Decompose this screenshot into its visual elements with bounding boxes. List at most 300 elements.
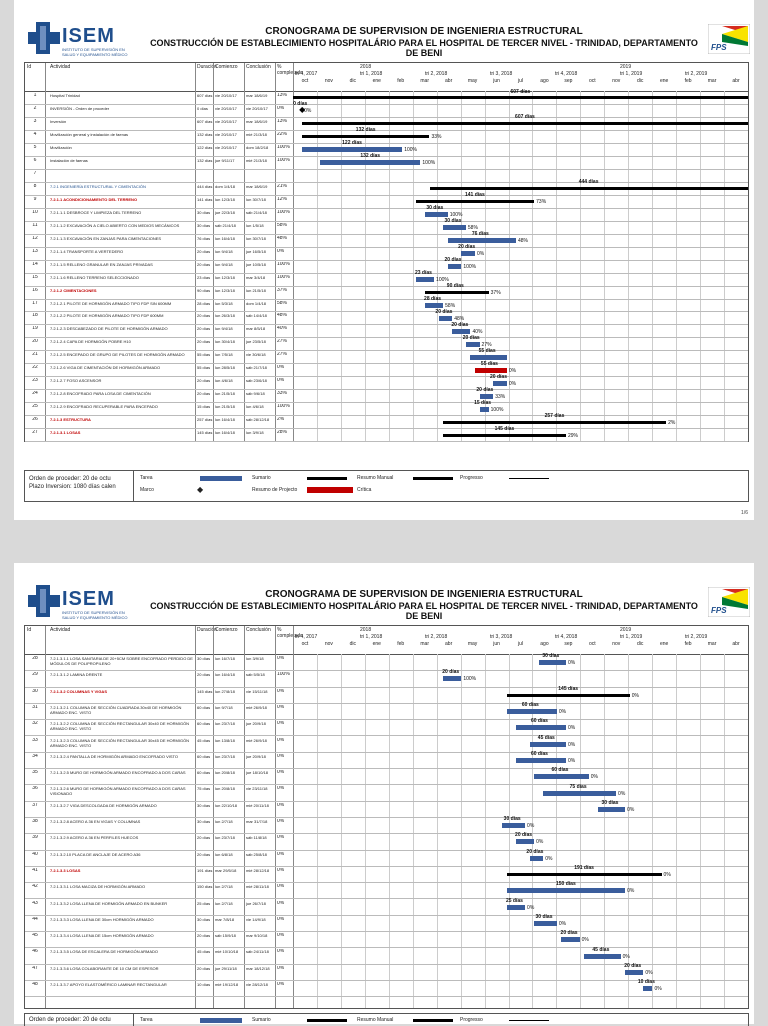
bolivia-flag-icon — [708, 587, 750, 617]
task-start: mié 19/12/18 — [215, 982, 239, 987]
task-start: vie 20/10/17 — [215, 105, 237, 111]
quarter-label: tri 3, 2018 — [490, 634, 513, 640]
task-bar[interactable] — [302, 147, 402, 152]
summary-bar[interactable] — [507, 694, 630, 697]
task-finish: lun 3/9/18 — [246, 430, 264, 436]
quarter-label: tri 4, 2017 — [295, 71, 318, 77]
quarter-label: tri 2, 2019 — [685, 634, 708, 640]
task-bar[interactable] — [480, 407, 489, 412]
table-row[interactable] — [25, 736, 748, 753]
logo-subtitle: INSTITUTO DE SUPERVISIÓN EN SALUD Y EQUIPAMIENTO MÉDICO — [62, 610, 128, 620]
task-name: 7.2.1.2.2 PILOTE DE HORMIGÓN ARMADO TIPO FDP 600MM — [50, 313, 164, 319]
milestone-diamond-icon: ◆ — [197, 485, 204, 494]
table-row[interactable] — [25, 399, 748, 416]
task-finish: vie 20/10/17 — [246, 105, 268, 111]
task-bar[interactable] — [534, 921, 557, 926]
task-bar[interactable] — [425, 303, 443, 308]
task-name: 7.2.1.1.3 EXCAVACIÓN EN ZANJAS PARA CIMENTACIONES — [50, 235, 162, 241]
task-duration: 141 días — [197, 196, 213, 202]
bar-duration-label: 90 días — [446, 283, 464, 290]
quarter-label: tri 4, 2018 — [555, 71, 578, 77]
task-bar[interactable] — [543, 791, 616, 796]
task-finish: mar 18/6/19 — [246, 118, 268, 124]
task-id: 38 — [32, 819, 38, 824]
task-percent: 100% — [277, 144, 290, 150]
task-percent: 100% — [277, 404, 290, 410]
task-bar[interactable] — [507, 905, 525, 910]
task-name: 7.2.1.3.2.4 PANTALLA DE HORMIGÓN ARMADO ENCOFRADO VISTO — [50, 753, 179, 759]
bar-duration-label: 20 días — [458, 244, 476, 251]
task-id: 42 — [32, 884, 38, 890]
month-label: feb — [684, 641, 692, 647]
col-id-header: Id — [27, 64, 32, 70]
task-percent: 37% — [277, 287, 288, 293]
legend-manual-summary-swatch — [413, 1019, 453, 1022]
month-label: jul — [517, 78, 523, 84]
task-name: Movilización general y instalación de faenas — [50, 131, 129, 137]
month-label: dic — [637, 641, 644, 647]
legend-critical-label: Crítica — [357, 487, 372, 493]
critical-task-bar[interactable] — [475, 368, 507, 373]
table-row[interactable] — [25, 980, 748, 997]
legend-summary-swatch — [307, 477, 347, 480]
task-bar[interactable] — [516, 758, 566, 763]
task-bar[interactable] — [416, 277, 434, 282]
task-duration: 60 días — [197, 753, 211, 759]
task-finish: lun 30/7/18 — [246, 235, 266, 241]
bar-progress-label: 100% — [463, 264, 477, 271]
bar-progress-label: 100% — [422, 160, 436, 167]
bar-progress-label: 0% — [508, 380, 517, 387]
table-row[interactable] — [25, 719, 748, 736]
task-duration: 607 días — [197, 93, 213, 98]
task-percent: 100% — [277, 157, 290, 163]
task-finish: mar 8/5/18 — [246, 326, 266, 332]
bar-duration-label: 20 días — [476, 386, 494, 393]
logo-subtitle: INSTITUTO DE SUPERVISIÓN EN SALUD Y EQUIPAMIENTO MÉDICO — [62, 47, 128, 57]
legend-progress-swatch — [509, 1020, 549, 1021]
bar-progress-label: 0% — [527, 904, 535, 911]
col-activity-header: Actividad — [50, 627, 71, 633]
task-percent: 48% — [277, 313, 288, 319]
table-row[interactable] — [25, 850, 748, 867]
summary-bar[interactable] — [430, 187, 749, 190]
table-row[interactable] — [25, 360, 748, 377]
task-finish: sáb 5/5/18 — [246, 672, 265, 678]
task-bar[interactable] — [502, 823, 525, 828]
task-id: 44 — [32, 916, 38, 922]
task-bar[interactable] — [470, 355, 506, 360]
task-id: 29 — [32, 672, 38, 678]
month-label: ene — [372, 641, 381, 647]
task-duration: 45 días — [197, 949, 211, 955]
table-row[interactable] — [25, 654, 748, 671]
bar-progress-label: 0% — [508, 367, 517, 374]
task-id: 27 — [32, 430, 38, 436]
task-percent: 100% — [277, 209, 290, 215]
task-percent: 40% — [277, 326, 288, 332]
task-percent: 100% — [277, 274, 290, 280]
task-start: vie 20/10/17 — [215, 131, 237, 137]
task-percent: 0% — [277, 365, 285, 371]
bar-progress-label: 0% — [558, 709, 567, 716]
table-row[interactable] — [25, 833, 748, 850]
task-duration: 20 días — [197, 313, 211, 319]
task-id: 35 — [32, 770, 38, 776]
task-duration: 20 días — [197, 965, 211, 971]
task-duration: 30 días — [197, 819, 211, 824]
task-finish: vie 30/6/18 — [246, 352, 266, 358]
bar-duration-label: 30 días — [426, 205, 444, 212]
task-finish: mié 21/3/18 — [246, 157, 267, 163]
task-name: Inversión — [50, 118, 67, 124]
task-id: 47 — [32, 965, 38, 971]
task-start: lun 6/8/18 — [215, 851, 233, 857]
task-id: 11 — [32, 222, 38, 228]
table-row[interactable] — [25, 321, 748, 338]
bar-duration-label: 30 días — [444, 218, 462, 225]
page-title: CRONOGRAMA DE SUPERVISION DE INGENIERIA ESTRUCTURAL — [265, 26, 583, 37]
col-duration-header: Duración — [197, 64, 218, 70]
bar-duration-label: 30 días — [542, 653, 560, 660]
table-row[interactable] — [25, 768, 748, 785]
task-start: sáb 15/9/18 — [215, 933, 236, 939]
task-start: lun 9/7/18 — [215, 704, 233, 710]
bar-duration-label: 20 días — [462, 334, 480, 341]
bar-duration-label: 20 días — [515, 832, 533, 839]
task-bar[interactable] — [425, 212, 448, 217]
task-finish: mar 9/10/18 — [246, 933, 268, 939]
logo-name: ISEM — [62, 25, 115, 47]
table-row[interactable] — [25, 784, 748, 801]
table-row[interactable] — [25, 915, 748, 932]
summary-bar[interactable] — [302, 122, 748, 125]
legend-divider — [133, 471, 134, 501]
month-label: mar — [420, 78, 430, 84]
table-row[interactable] — [25, 801, 748, 818]
task-start: lun 23/7/18 — [215, 835, 235, 841]
month-label: mar — [707, 641, 717, 647]
task-finish: sáb 9/6/18 — [246, 391, 265, 397]
task-duration: 145 días — [197, 688, 213, 694]
task-bar[interactable] — [466, 342, 480, 347]
task-name: Instalación de faenas — [50, 157, 88, 163]
bar-progress-label: 0% — [536, 839, 544, 846]
legend-summary-label: Sumario — [252, 1017, 271, 1023]
task-bar[interactable] — [643, 986, 652, 991]
task-start: lun 23/7/18 — [215, 753, 235, 759]
task-finish: jue 20/9/18 — [246, 753, 266, 759]
month-label: nov — [612, 641, 621, 647]
task-percent: 33% — [277, 391, 288, 397]
task-start: lun 20/8/18 — [215, 786, 235, 792]
task-start: lun 28/5/18 — [215, 365, 235, 371]
task-id: 15 — [32, 274, 38, 280]
task-start: lun 16/4/18 — [215, 672, 235, 678]
month-label: feb — [397, 641, 405, 647]
task-finish: mié 26/9/18 — [246, 737, 267, 743]
task-finish: vie 23/11/18 — [246, 786, 268, 792]
bar-progress-label: 100% — [449, 212, 463, 219]
task-start: jue 22/3/18 — [215, 209, 235, 215]
task-id: 17 — [32, 300, 38, 306]
month-label: ago — [540, 641, 549, 647]
task-percent: 28% — [277, 430, 288, 436]
task-bar[interactable] — [507, 888, 625, 893]
milestone-diamond-icon[interactable]: ◆ — [299, 105, 306, 115]
task-finish: jue 10/5/18 — [246, 261, 266, 267]
bar-duration-label: 132 días — [355, 127, 376, 134]
task-percent: 27% — [277, 339, 288, 345]
task-duration: 60 días — [197, 704, 211, 710]
bar-duration-label: 141 días — [465, 192, 485, 199]
task-name: 7.2.1.1 ACONDICIONAMIENTO DEL TERRENO — [50, 196, 138, 202]
task-start: mar 29/5/18 — [215, 867, 237, 873]
bar-progress-label: 100% — [404, 147, 417, 154]
task-bar[interactable] — [530, 856, 544, 861]
table-row[interactable] — [25, 817, 748, 834]
table-row[interactable] — [25, 670, 748, 687]
task-finish: sáb 14/4/18 — [246, 313, 267, 319]
month-label: oct — [588, 641, 596, 647]
task-start: lun 22/10/18 — [215, 802, 238, 808]
task-percent: 0% — [277, 770, 285, 776]
task-start: lun 23/7/18 — [215, 721, 235, 727]
task-finish: vie 14/9/18 — [246, 916, 266, 922]
task-bar[interactable] — [448, 238, 516, 243]
quarter-label: tri 1, 2019 — [620, 71, 643, 77]
task-duration: 0 días — [197, 105, 208, 111]
month-label: dic — [349, 78, 357, 84]
task-bar[interactable] — [598, 807, 625, 812]
task-id: 48 — [32, 982, 38, 987]
month-label: dic — [349, 641, 357, 647]
task-id: 39 — [32, 835, 38, 841]
summary-bar[interactable] — [443, 434, 566, 437]
task-name: 7.2.1.2.5 ENCEPADO DE GRUPO DE PILOTES DE HORMIGÓN ARMADO — [50, 352, 185, 358]
bar-duration-label: 150 días — [556, 881, 576, 888]
bar-progress-label: 37% — [490, 290, 501, 297]
task-finish: sáb 21/4/18 — [246, 209, 267, 215]
task-duration: 90 días — [197, 287, 211, 293]
task-id: 8 — [33, 183, 37, 189]
task-duration: 30 días — [197, 916, 211, 922]
table-row[interactable] — [25, 412, 748, 429]
task-bar[interactable] — [448, 264, 462, 269]
gantt-table-2 — [24, 625, 749, 1009]
task-bar[interactable] — [539, 660, 566, 665]
task-duration: 30 días — [197, 656, 211, 661]
month-label: abr — [732, 78, 740, 84]
task-duration: 607 días — [197, 118, 213, 124]
table-row[interactable] — [25, 687, 748, 704]
order-to-proceed: Orden de proceder: 20 de octu — [29, 476, 111, 482]
table-row[interactable] — [25, 703, 748, 720]
bar-progress-label: 73% — [536, 199, 547, 206]
table-row[interactable] — [25, 899, 748, 916]
task-bar[interactable] — [320, 160, 420, 165]
task-finish: lun 4/6/18 — [246, 404, 264, 410]
legend-manual-summary-label: Resumo Manual — [357, 475, 394, 481]
task-start: sáb 21/4/18 — [215, 222, 236, 228]
page-subtitle: CONSTRUCCIÓN DE ESTABLECIMIENTO HOSPITALÁRIO PARA EL HOSPITAL DE TERCER NIVEL - TRINIDAD, DEPARTAMENTO DE BENI — [150, 38, 698, 58]
task-percent: 0% — [277, 721, 285, 727]
task-start: lun 9/4/18 — [215, 261, 233, 267]
task-id: 36 — [32, 786, 38, 792]
summary-bar[interactable] — [302, 135, 429, 138]
bar-progress-label: 100% — [436, 277, 449, 284]
task-finish: sáb 21/7/18 — [246, 365, 267, 371]
summary-bar[interactable] — [507, 873, 662, 876]
task-id: 25 — [32, 404, 38, 410]
task-percent: 0% — [277, 105, 285, 111]
task-id: 45 — [32, 933, 38, 939]
task-finish: jue 20/9/18 — [246, 721, 266, 727]
month-label: abr — [732, 641, 740, 647]
task-finish: sáb 24/11/18 — [246, 949, 269, 955]
summary-bar[interactable] — [443, 421, 666, 424]
task-name: 7.2.1.3 ESTRUCTURA — [50, 417, 91, 423]
task-start: lun 16/4/18 — [215, 430, 235, 436]
task-start: vie 20/10/17 — [215, 93, 237, 98]
task-bar[interactable] — [443, 225, 466, 230]
task-duration: 23 días — [197, 274, 211, 280]
bar-progress-label: 58% — [467, 225, 478, 232]
bar-progress-label: 0% — [654, 986, 662, 993]
task-id: 32 — [32, 721, 38, 727]
task-name: 7.2.1.2 CIMENTACIONES — [50, 287, 97, 293]
bar-duration-label: 20 días — [526, 848, 544, 855]
bar-duration-label: 76 días — [471, 231, 489, 238]
table-row[interactable] — [25, 296, 748, 313]
table-row[interactable] — [25, 373, 748, 390]
gantt-table — [24, 62, 749, 442]
task-finish: mar 31/7/18 — [246, 819, 268, 824]
quarter-label: tri 4, 2018 — [555, 634, 578, 640]
month-label: nov — [324, 78, 333, 84]
table-row[interactable] — [25, 866, 748, 883]
task-start: dom 1/4/18 — [215, 183, 236, 189]
bar-progress-label: 0% — [631, 692, 639, 699]
task-id: 41 — [32, 867, 38, 873]
year-label: 2019 — [620, 627, 632, 633]
bar-duration-label: 60 días — [530, 718, 548, 725]
task-bar[interactable] — [480, 394, 494, 399]
summary-bar[interactable] — [416, 200, 534, 203]
task-name: 7.2.1.3.2.10 PLACA DE ANCLAJE DE ACERO A36 — [50, 851, 141, 857]
task-duration: 20 días — [197, 672, 211, 678]
bar-duration-label: 60 días — [521, 702, 539, 709]
task-id: 9 — [33, 196, 37, 202]
flag-text: FPS — [711, 43, 727, 52]
task-bar[interactable] — [507, 709, 557, 714]
col-finish-header: Conclusión — [246, 627, 271, 633]
task-bar[interactable] — [443, 676, 461, 681]
bar-duration-label: 25 días — [505, 897, 523, 904]
task-bar[interactable] — [530, 742, 566, 747]
month-label: mar — [420, 641, 430, 647]
col-percent-header: % completado — [277, 627, 303, 639]
task-id: 24 — [32, 391, 38, 397]
task-bar[interactable] — [461, 251, 475, 256]
task-start: lun 5/3/18 — [215, 300, 233, 306]
month-label: nov — [612, 78, 621, 84]
table-row[interactable] — [25, 752, 748, 769]
task-name: Hospital Trinidad — [50, 93, 80, 98]
task-name: 7.2.1.3.2.1 COLUMNA DE SECCIÓN CUADRADA 30x40 DE HORMIGÓN ARMADO ENC. VISTO — [50, 704, 182, 715]
task-bar[interactable] — [452, 329, 470, 334]
task-bar[interactable] — [516, 839, 534, 844]
task-bar[interactable] — [439, 316, 453, 321]
table-row[interactable] — [25, 334, 748, 351]
task-bar[interactable] — [625, 970, 643, 975]
task-name: 7.2.1.2.3 DESCABEZADO DE PILOTE DE HORMIGÓN ARMADO — [50, 326, 168, 332]
bar-duration-label: 75 días — [569, 783, 587, 790]
legend — [24, 470, 749, 502]
task-bar[interactable] — [516, 725, 566, 730]
task-percent: 0% — [277, 949, 285, 955]
task-duration: 76 días — [197, 235, 211, 241]
table-row[interactable] — [25, 386, 748, 403]
month-label: feb — [397, 78, 405, 84]
legend-milestone-label: Marco — [140, 487, 154, 493]
month-label: feb — [684, 78, 692, 84]
bar-duration-label: 10 días — [637, 979, 655, 986]
bar-duration-label: 55 días — [478, 347, 496, 354]
schedule-page-2 — [14, 563, 754, 1024]
bar-duration-label: 45 días — [592, 946, 610, 953]
table-row[interactable] — [25, 308, 748, 325]
summary-bar[interactable] — [293, 96, 748, 99]
legend-critical-swatch — [307, 487, 353, 493]
task-duration: 191 días — [197, 867, 213, 873]
task-percent: 0% — [277, 753, 285, 759]
bar-duration-label: 60 días — [551, 767, 569, 774]
task-bar[interactable] — [534, 774, 589, 779]
task-bar[interactable] — [561, 937, 579, 942]
table-row[interactable] — [25, 931, 748, 948]
table-row[interactable] — [25, 347, 748, 364]
bar-progress-label: 0% — [627, 806, 635, 813]
table-row[interactable] — [25, 425, 748, 442]
table-row[interactable] — [25, 882, 748, 899]
task-bar[interactable] — [493, 381, 507, 386]
task-finish: lun 30/7/18 — [246, 196, 266, 202]
task-duration: 20 días — [197, 851, 211, 857]
task-name: 7.2.1.2.1 PILOTE DE HORMIGÓN ARMADO TIPO FDP SIN 600MM — [50, 300, 172, 306]
task-percent: 21% — [277, 183, 288, 189]
bar-duration-label: 28 días — [424, 296, 442, 303]
legend-manual-summary-swatch — [413, 477, 453, 480]
task-percent: 58% — [277, 300, 288, 306]
task-start: lun 26/3/18 — [215, 313, 235, 319]
task-name: 7.2.1.3.3.3 LOSA LLENA DE 30cm HORMIGÓN ARMADO — [50, 916, 154, 922]
table-row[interactable] — [25, 153, 748, 170]
bar-progress-label: 0% — [622, 953, 630, 960]
task-name: 7.2.1.3.3.7 APOYO ELASTOMÉRICO LAMINAR RECTANGULAR — [50, 982, 167, 987]
task-bar[interactable] — [584, 954, 620, 959]
task-name: 7.2.1.2.4 CAPA DE HORMIGÓN POBRE H10 — [50, 339, 131, 345]
task-name: 7.2.1.3.1.1 LOSA SANITARIA DE 20+5CM SOBRE ENCOFRADO PERDIDO DE MÓDULOS DE POLIPROPILENO — [50, 656, 193, 666]
summary-bar[interactable] — [425, 291, 489, 294]
task-id: 3 — [33, 118, 37, 124]
month-label: abr — [445, 78, 453, 84]
page-title-2: CRONOGRAMA DE SUPERVISION DE INGENIERIA ESTRUCTURAL — [265, 589, 583, 600]
bar-progress-label: 58% — [445, 303, 456, 309]
bar-duration-label: 145 días — [558, 685, 579, 692]
bar-progress-label: 33% — [431, 134, 442, 141]
task-name: 7.2.1.3.3.4 LOSA LLENA DE 15cm HORMIGÓN ARMADO — [50, 933, 154, 939]
